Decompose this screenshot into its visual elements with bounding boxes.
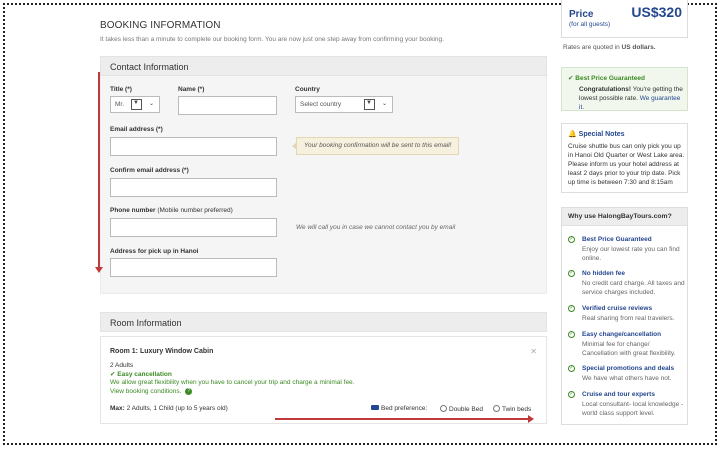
room-section-title: Room Information bbox=[110, 318, 182, 328]
why-item-title: Easy change/cancellation bbox=[582, 331, 662, 338]
view-conditions-row bbox=[110, 388, 192, 395]
why-item-desc: Minimal fee for change/ Cancellation with great flexibility. bbox=[582, 341, 676, 357]
why-item-title: Best Price Guaranteed bbox=[582, 236, 652, 243]
pickup-label: Address for pick up in Hanoi bbox=[110, 248, 199, 255]
room-section-header bbox=[100, 312, 547, 332]
bed-icon bbox=[371, 405, 379, 410]
why-item-desc: No credit card charge. All taxes and service charges included. bbox=[582, 280, 685, 296]
title-select-value: Mr. bbox=[115, 101, 125, 108]
easy-cancellation-title: Easy cancellation bbox=[117, 371, 172, 378]
name-input[interactable] bbox=[178, 96, 277, 115]
country-label: Country bbox=[295, 86, 320, 93]
phone-input[interactable] bbox=[110, 218, 277, 237]
bed-option-twin[interactable] bbox=[493, 405, 531, 413]
chevron-down-icon: ⌄ bbox=[149, 101, 155, 107]
phone-label bbox=[110, 207, 233, 214]
why-item-desc: Real sharing from real travelers. bbox=[582, 315, 675, 322]
check-circle-icon: ✓ bbox=[569, 365, 574, 371]
annotation-arrow-horizontal bbox=[275, 418, 529, 420]
price-box bbox=[561, 0, 688, 38]
why-item-title: Verified cruise reviews bbox=[582, 305, 653, 312]
best-price-title-text: Best Price Guaranteed bbox=[575, 75, 645, 82]
email-input[interactable] bbox=[110, 137, 277, 156]
bell-icon: 🔔 bbox=[568, 131, 577, 138]
rates-note-currency: US dollars. bbox=[621, 44, 656, 51]
special-notes-box bbox=[561, 123, 688, 193]
chevron-down-icon: ▼ bbox=[133, 100, 139, 106]
price-sub: (for all guests) bbox=[569, 21, 611, 28]
why-item-title: Special promotions and deals bbox=[582, 365, 675, 372]
title-select[interactable] bbox=[110, 96, 160, 113]
best-price-link[interactable]: We guarantee it. bbox=[579, 95, 681, 111]
why-item-desc: Enjoy our lowest rate you can find online. bbox=[582, 246, 680, 262]
bed-preference-label bbox=[371, 405, 427, 412]
phone-label-text: Phone number bbox=[110, 207, 156, 214]
contact-section-header bbox=[100, 56, 547, 76]
bed-option-double-label: Double Bed bbox=[449, 406, 483, 413]
best-price-body: You're getting the lowest possible rate. bbox=[579, 86, 683, 102]
special-notes-title bbox=[568, 130, 625, 138]
why-item-desc: Local consultant- local knowledge - world class support level. bbox=[582, 401, 684, 417]
chevron-down-icon: ▼ bbox=[366, 100, 372, 106]
view-booking-conditions-link[interactable]: View booking conditions. bbox=[110, 388, 182, 396]
check-circle-icon: ✓ bbox=[569, 270, 574, 276]
max-label: Max: bbox=[110, 405, 125, 412]
help-icon[interactable]: ? bbox=[185, 388, 192, 395]
check-icon: ✔ bbox=[110, 371, 116, 378]
bed-option-double[interactable] bbox=[440, 405, 483, 413]
email-label: Email address (*) bbox=[110, 126, 163, 133]
special-notes-text: Cruise shuttle bus can only pick you up in Hanoi Old Quarter or West Lake area. Please inform us your hotel address at least 2 days prior to your trip date. Pick up time is between 7:30 and 8:15am bbox=[568, 143, 685, 186]
contact-section bbox=[100, 76, 547, 294]
bed-option-twin-label: Twin beds bbox=[502, 406, 532, 413]
radio-double-bed[interactable] bbox=[440, 405, 447, 412]
why-item-title: Cruise and tour experts bbox=[582, 391, 655, 398]
price-label: Price bbox=[569, 9, 594, 20]
check-circle-icon: ✓ bbox=[569, 391, 574, 397]
phone-hint: We will call you in case we cannot contact you by email bbox=[296, 224, 456, 231]
name-label: Name (*) bbox=[178, 86, 205, 93]
phone-label-note: (Mobile number preferred) bbox=[157, 207, 233, 214]
email-tooltip: Your booking confirmation will be sent to this email! bbox=[296, 137, 459, 155]
pickup-address-input[interactable] bbox=[110, 258, 277, 277]
why-item-desc: We have what others have not. bbox=[582, 375, 672, 382]
radio-twin-beds[interactable] bbox=[493, 405, 500, 412]
best-price-title bbox=[568, 74, 645, 82]
room-section bbox=[100, 336, 547, 424]
confirm-email-label: Confirm email address (*) bbox=[110, 167, 189, 174]
country-select[interactable] bbox=[295, 96, 393, 113]
page-subtitle: It takes less than a minute to complete our booking form. You are now just one step away from confirming your booking. bbox=[100, 36, 444, 43]
rates-note-prefix: Rates are quoted in bbox=[563, 44, 620, 51]
room-adults: 2 Adults bbox=[110, 362, 134, 369]
max-value: 2 Adults, 1 Child (up to 5 years old) bbox=[126, 405, 228, 412]
why-use-header bbox=[562, 208, 687, 226]
best-price-box bbox=[561, 67, 688, 111]
close-icon[interactable]: ✕ bbox=[530, 347, 537, 356]
contact-section-title: Contact Information bbox=[110, 62, 189, 72]
why-use-box bbox=[561, 207, 688, 425]
rates-note bbox=[563, 44, 656, 51]
why-item-title: No hidden fee bbox=[582, 270, 625, 277]
special-notes-title-text: Special Notes bbox=[578, 131, 625, 138]
best-price-text bbox=[579, 85, 685, 112]
annotation-arrow-vertical bbox=[98, 72, 100, 268]
room-max-occupancy bbox=[110, 405, 228, 412]
easy-cancellation bbox=[110, 370, 172, 378]
check-circle-icon: ✓ bbox=[569, 236, 574, 242]
best-price-strong: Congratulations! bbox=[579, 86, 631, 93]
bed-preference-text: Bed preference: bbox=[381, 405, 428, 412]
why-use-title: Why use HalongBayTours.com? bbox=[568, 213, 672, 220]
page-title: BOOKING INFORMATION bbox=[100, 20, 221, 31]
room-title: Room 1: Luxury Window Cabin bbox=[110, 348, 214, 355]
price-value: US$320 bbox=[631, 4, 682, 20]
country-select-value: Select country bbox=[300, 101, 342, 108]
confirm-email-input[interactable] bbox=[110, 178, 277, 197]
title-label: Title (*) bbox=[110, 86, 132, 93]
chevron-down-icon: ⌄ bbox=[382, 101, 388, 107]
check-circle-icon: ✓ bbox=[569, 331, 574, 337]
check-circle-icon: ✓ bbox=[569, 305, 574, 311]
cancellation-text: We allow great flexibility when you have to cancel your trip and charge a minimal fee. bbox=[110, 379, 355, 386]
check-icon: ✔ bbox=[568, 75, 574, 82]
